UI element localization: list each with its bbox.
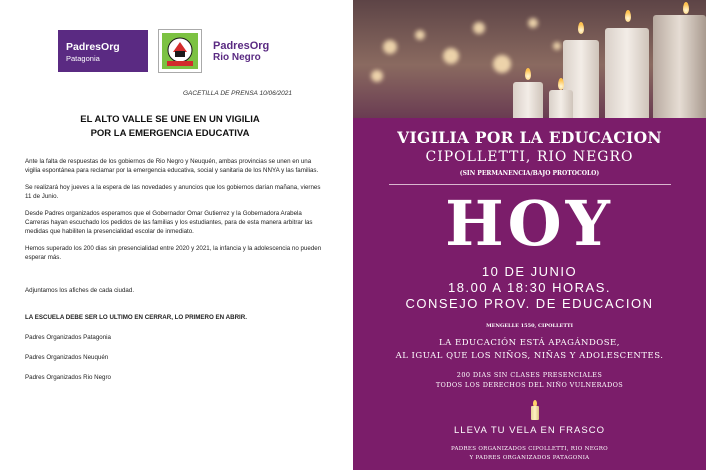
paragraph: Ante la falta de respuestas de los gobiernos de Rio Negro y Neuquén, ambas provincias se unen en una vigilia espontánea para reclamar por la emergencia educativa, social y sanitaria de los NNYA y las familias.: [25, 158, 319, 174]
padresorg-patagonia-logo: [58, 30, 148, 72]
paragraph: Se realizará hoy jueves a la espera de las novedades y anuncios que los gobiernos darían mañana, viernes 11 de Junio.: [25, 184, 321, 200]
poster-message: [353, 337, 706, 363]
poster-submessage: [353, 370, 706, 390]
poster-hoy: HOY: [445, 187, 614, 260]
slogan: LA ESCUELA DEBE SER LO ULTIMO EN CERRAR, LO PRIMERO EN ABRIR.: [25, 314, 247, 321]
place-line: CONSEJO PROV. DE EDUCACION: [405, 296, 654, 311]
poster-footer: [353, 445, 706, 463]
signature: Padres Organizados Rio Negro: [25, 374, 111, 381]
poster-cta: LLEVA TU VELA EN FRASCO: [454, 425, 605, 436]
poster-note: (SIN PERMANENCIA/BAJO PROTOCOLO): [459, 170, 600, 177]
message-line: LA EDUCACIÓN ESTÁ APAGÁNDOSE,: [439, 338, 620, 348]
poster-date: [353, 264, 706, 312]
date-line: 10 DE JUNIO: [481, 264, 578, 279]
logo-line2: Rio Negro: [213, 52, 261, 63]
footer-line: PADRES ORGANIZADOS CIPOLLETTI, RIO NEGRO: [451, 446, 608, 452]
divider: [389, 184, 671, 185]
press-headline: [0, 113, 340, 141]
submessage-line: TODOS LOS DERECHOS DEL NIÑO VULNERADOS: [435, 381, 624, 389]
headline-line1: EL ALTO VALLE SE UNE EN UN VIGILIA: [80, 114, 260, 125]
candles-photo: [353, 0, 706, 118]
signature: Padres Organizados Patagonia: [25, 334, 111, 341]
padresorg-rionegro-logo: [213, 40, 269, 63]
time-line: 18.00 A 18:30 HORAS.: [448, 280, 611, 295]
submessage-line: 200 DIAS SIN CLASES PRESENCIALES: [456, 371, 603, 379]
logo-line2: Patagonia: [66, 54, 100, 63]
press-date: GACETILLA DE PRENSA 10/06/2021: [183, 90, 292, 97]
vigil-poster: [353, 0, 706, 470]
revolucion-badge-icon: [158, 29, 202, 73]
candle-icon: [530, 400, 540, 420]
message-line: AL IGUAL QUE LOS NIÑOS, NIÑAS Y ADOLESCENTES.: [395, 351, 664, 361]
headline-line2: POR LA EMERGENCIA EDUCATIVA: [90, 128, 250, 139]
poster-address: MENGELLE 1550, CIPOLLETTI: [486, 323, 573, 329]
paragraph: Adjuntamos los afiches de cada ciudad.: [25, 287, 135, 294]
logo-line1: PadresOrg: [66, 41, 120, 53]
poster-subtitle: CIPOLLETTI, RIO NEGRO: [425, 149, 634, 165]
paragraph: Desde Padres organizados esperamos que el Gobernador Omar Gutierrez y la Gobernadora Arabela Carreras hayan escuchado los pedidos de las familias y los estudiantes, para de esta manera arbitrar las medidas que habiliten la presencialidad escolar de inmediato.: [25, 210, 313, 235]
footer-line: Y PADRES ORGANIZADOS PATAGONIA: [469, 455, 590, 461]
press-body: [25, 157, 325, 390]
signature: Padres Organizados Neuquén: [25, 354, 109, 361]
poster-title: VIGILIA POR LA EDUCACION: [397, 128, 662, 147]
press-release: [0, 0, 352, 470]
logo-line1: PadresOrg: [213, 40, 270, 52]
paragraph: Hemos superado los 200 dias sin presencialidad entre 2020 y 2021, la infancia y la adolescencia no pueden esperar más.: [25, 245, 322, 261]
